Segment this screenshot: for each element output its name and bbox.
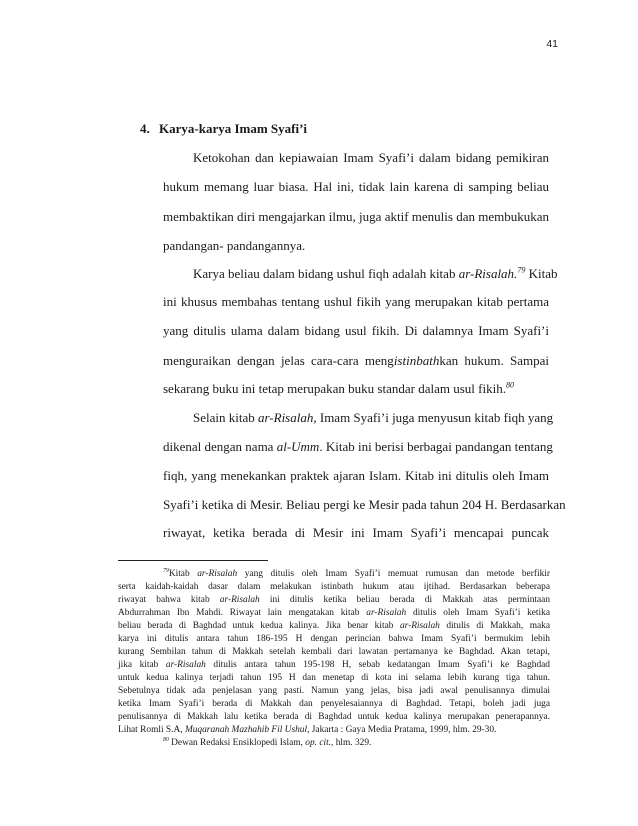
text-run: kan hukum. Sampai	[439, 353, 549, 368]
body-line	[163, 439, 553, 455]
footnote-79-line	[118, 724, 550, 736]
text-run: Kitab	[525, 266, 558, 281]
text-run: riwayat bahwa kitab	[118, 595, 220, 605]
book-title: ar-Risalah	[366, 608, 407, 618]
citation-abbrev: op. cit.	[305, 738, 332, 748]
text-run: ditulis di Makkah, maka	[439, 621, 550, 631]
body-line	[193, 410, 554, 426]
book-title: ar-Risalah	[197, 569, 238, 579]
body-line: ini khusus membahas tentang ushul fikih yang merupakan kitab pertama	[163, 294, 549, 309]
footnote-ref-80[interactable]: 80	[505, 380, 515, 390]
body-line	[163, 353, 549, 369]
footnote-79-line: ketika Imam Syafi’i berada di Makkah dan penyelesaiannya di Baghdad. Tetapi, boleh jadi juga	[118, 699, 550, 709]
book-title: ar-Risalah	[399, 621, 440, 631]
book-title: al-Umm	[276, 439, 320, 454]
italic-term: istinbath	[393, 353, 440, 368]
body-line: hukum memang luar biasa. Hal ini, tidak lain karena di samping beliau	[163, 179, 549, 194]
footnote-79-line: untuk kedua kalinya terjadi tahun 195 H dan menetap di kota ini selama lebih kurang tiga tahun.	[118, 673, 550, 683]
text-run: ditulis antara tahun 195-198 H, sebab kedatangan Imam Syafi’i ke Baghdad	[205, 660, 550, 670]
text-run: , Jakarta : Gaya Media Pratama, 1999, hlm. 29-30.	[307, 725, 497, 735]
footnote-79-line: serta kaidah-kaidah dasar dalam melakukan istinbath hukum atau ijtihad. Berdasarkan beberapa	[118, 582, 550, 592]
text-run: menguraikan dengan jelas cara-cara meng	[163, 353, 394, 368]
book-title: ar-Risalah.	[458, 266, 518, 281]
text-run: Kitab	[168, 569, 198, 579]
footnote-ref-79[interactable]: 79	[517, 265, 526, 275]
footnote-number: 80	[163, 736, 169, 743]
footnote-79-line	[163, 568, 550, 580]
footnote-79-line	[118, 620, 550, 632]
body-line: pandangan- pandangannya.	[163, 238, 306, 253]
footnote-79-line: Sebetulnya tidak ada penjelasan yang pasti. Namun yang jelas, bisa jadi awal penulisannya dimulai	[118, 686, 550, 696]
text-run: jika kitab	[118, 660, 166, 670]
heading-number: 4.	[140, 121, 150, 136]
text-run: , hlm. 329.	[331, 738, 372, 748]
text-run: Lihat Romli S.A,	[118, 725, 185, 735]
footnote-79-line	[118, 607, 550, 619]
footnote-number: 79	[163, 567, 169, 574]
section-heading	[140, 121, 307, 137]
footnote-79-line	[118, 659, 550, 671]
body-line: membaktikan diri mengajarkan ilmu, juga aktif menulis dan membukukan	[163, 209, 549, 224]
text-run: ditulis oleh Imam Syafi’i ketika	[406, 608, 550, 618]
book-title: Muqaranah Mazhahib Fil Ushul	[184, 725, 308, 735]
book-title: ar-Risalah	[165, 660, 206, 670]
text-run: Dewan Redaksi Ensiklopedi Islam,	[168, 738, 306, 748]
footnote-80-line	[163, 737, 550, 749]
body-line	[193, 265, 558, 282]
footnote-79-line: kurang Sembilan tahun di Makkah setelah kembali dari lawatan pertamanya ke Baghdad. Akan tetapi,	[118, 647, 550, 657]
body-line: Ketokohan dan kepiawaian Imam Syafi’i dalam bidang pemikiran	[193, 150, 549, 165]
text-run: yang ditulis oleh Imam Syafi’i memuat rumusan dan metode berfikir	[237, 569, 550, 579]
body-line	[163, 381, 549, 397]
footnote-separator	[118, 560, 268, 561]
text-run: ini ditulis ketika beliau berada di Makkah atas permintaan	[259, 595, 551, 605]
text-run: beliau berada di Baghdad untuk kedua kalinya. Jika benar kitab	[118, 621, 400, 631]
body-line: Syafi’i ketika di Mesir. Beliau pergi ke Mesir pada tahun 204 H. Berdasarkan	[163, 497, 566, 512]
book-title: ar-Risalah	[258, 410, 314, 425]
text-run: . Kitab ini berisi berbagai pandangan tentang	[319, 439, 553, 454]
body-line: fiqh, yang menekankan praktek ajaran Islam. Kitab ini ditulis oleh Imam	[163, 468, 549, 483]
body-line: yang ditulis ulama dalam bidang usul fikih. Di dalamnya Imam Syafi’i	[163, 323, 549, 338]
body-line: riwayat, ketika berada di Mesir ini Imam Syafi’i mencapai puncak	[163, 525, 549, 540]
text-run: sekarang buku ini tetap merupakan buku standar dalam usul fikih.	[163, 381, 506, 396]
footnote-79-line: karya ini ditulis antara tahun 186-195 H dengan perincian bahwa Imam Syafi’i bermukim lebih	[118, 634, 550, 644]
book-title: ar-Risalah	[219, 595, 260, 605]
page-number: 41	[546, 38, 558, 50]
text-run: Selain kitab	[193, 410, 258, 425]
text-run: Karya beliau dalam bidang ushul fiqh adalah kitab	[193, 266, 459, 281]
heading-title: Karya-karya Imam Syafi’i	[159, 121, 308, 136]
footnote-79-line: penulisannya di Makkah lalu ketika berada di Baghdad untuk kedua kalinya merupakan penerapannya.	[118, 712, 550, 722]
text-run: , Imam Syafi’i juga menyusun kitab fiqh yang	[313, 410, 554, 425]
text-run: dikenal dengan nama	[163, 439, 277, 454]
footnote-79-line	[118, 594, 550, 606]
text-run: Abdurrahman Ibn Mahdi. Riwayat lain mengatakan kitab	[118, 608, 367, 618]
